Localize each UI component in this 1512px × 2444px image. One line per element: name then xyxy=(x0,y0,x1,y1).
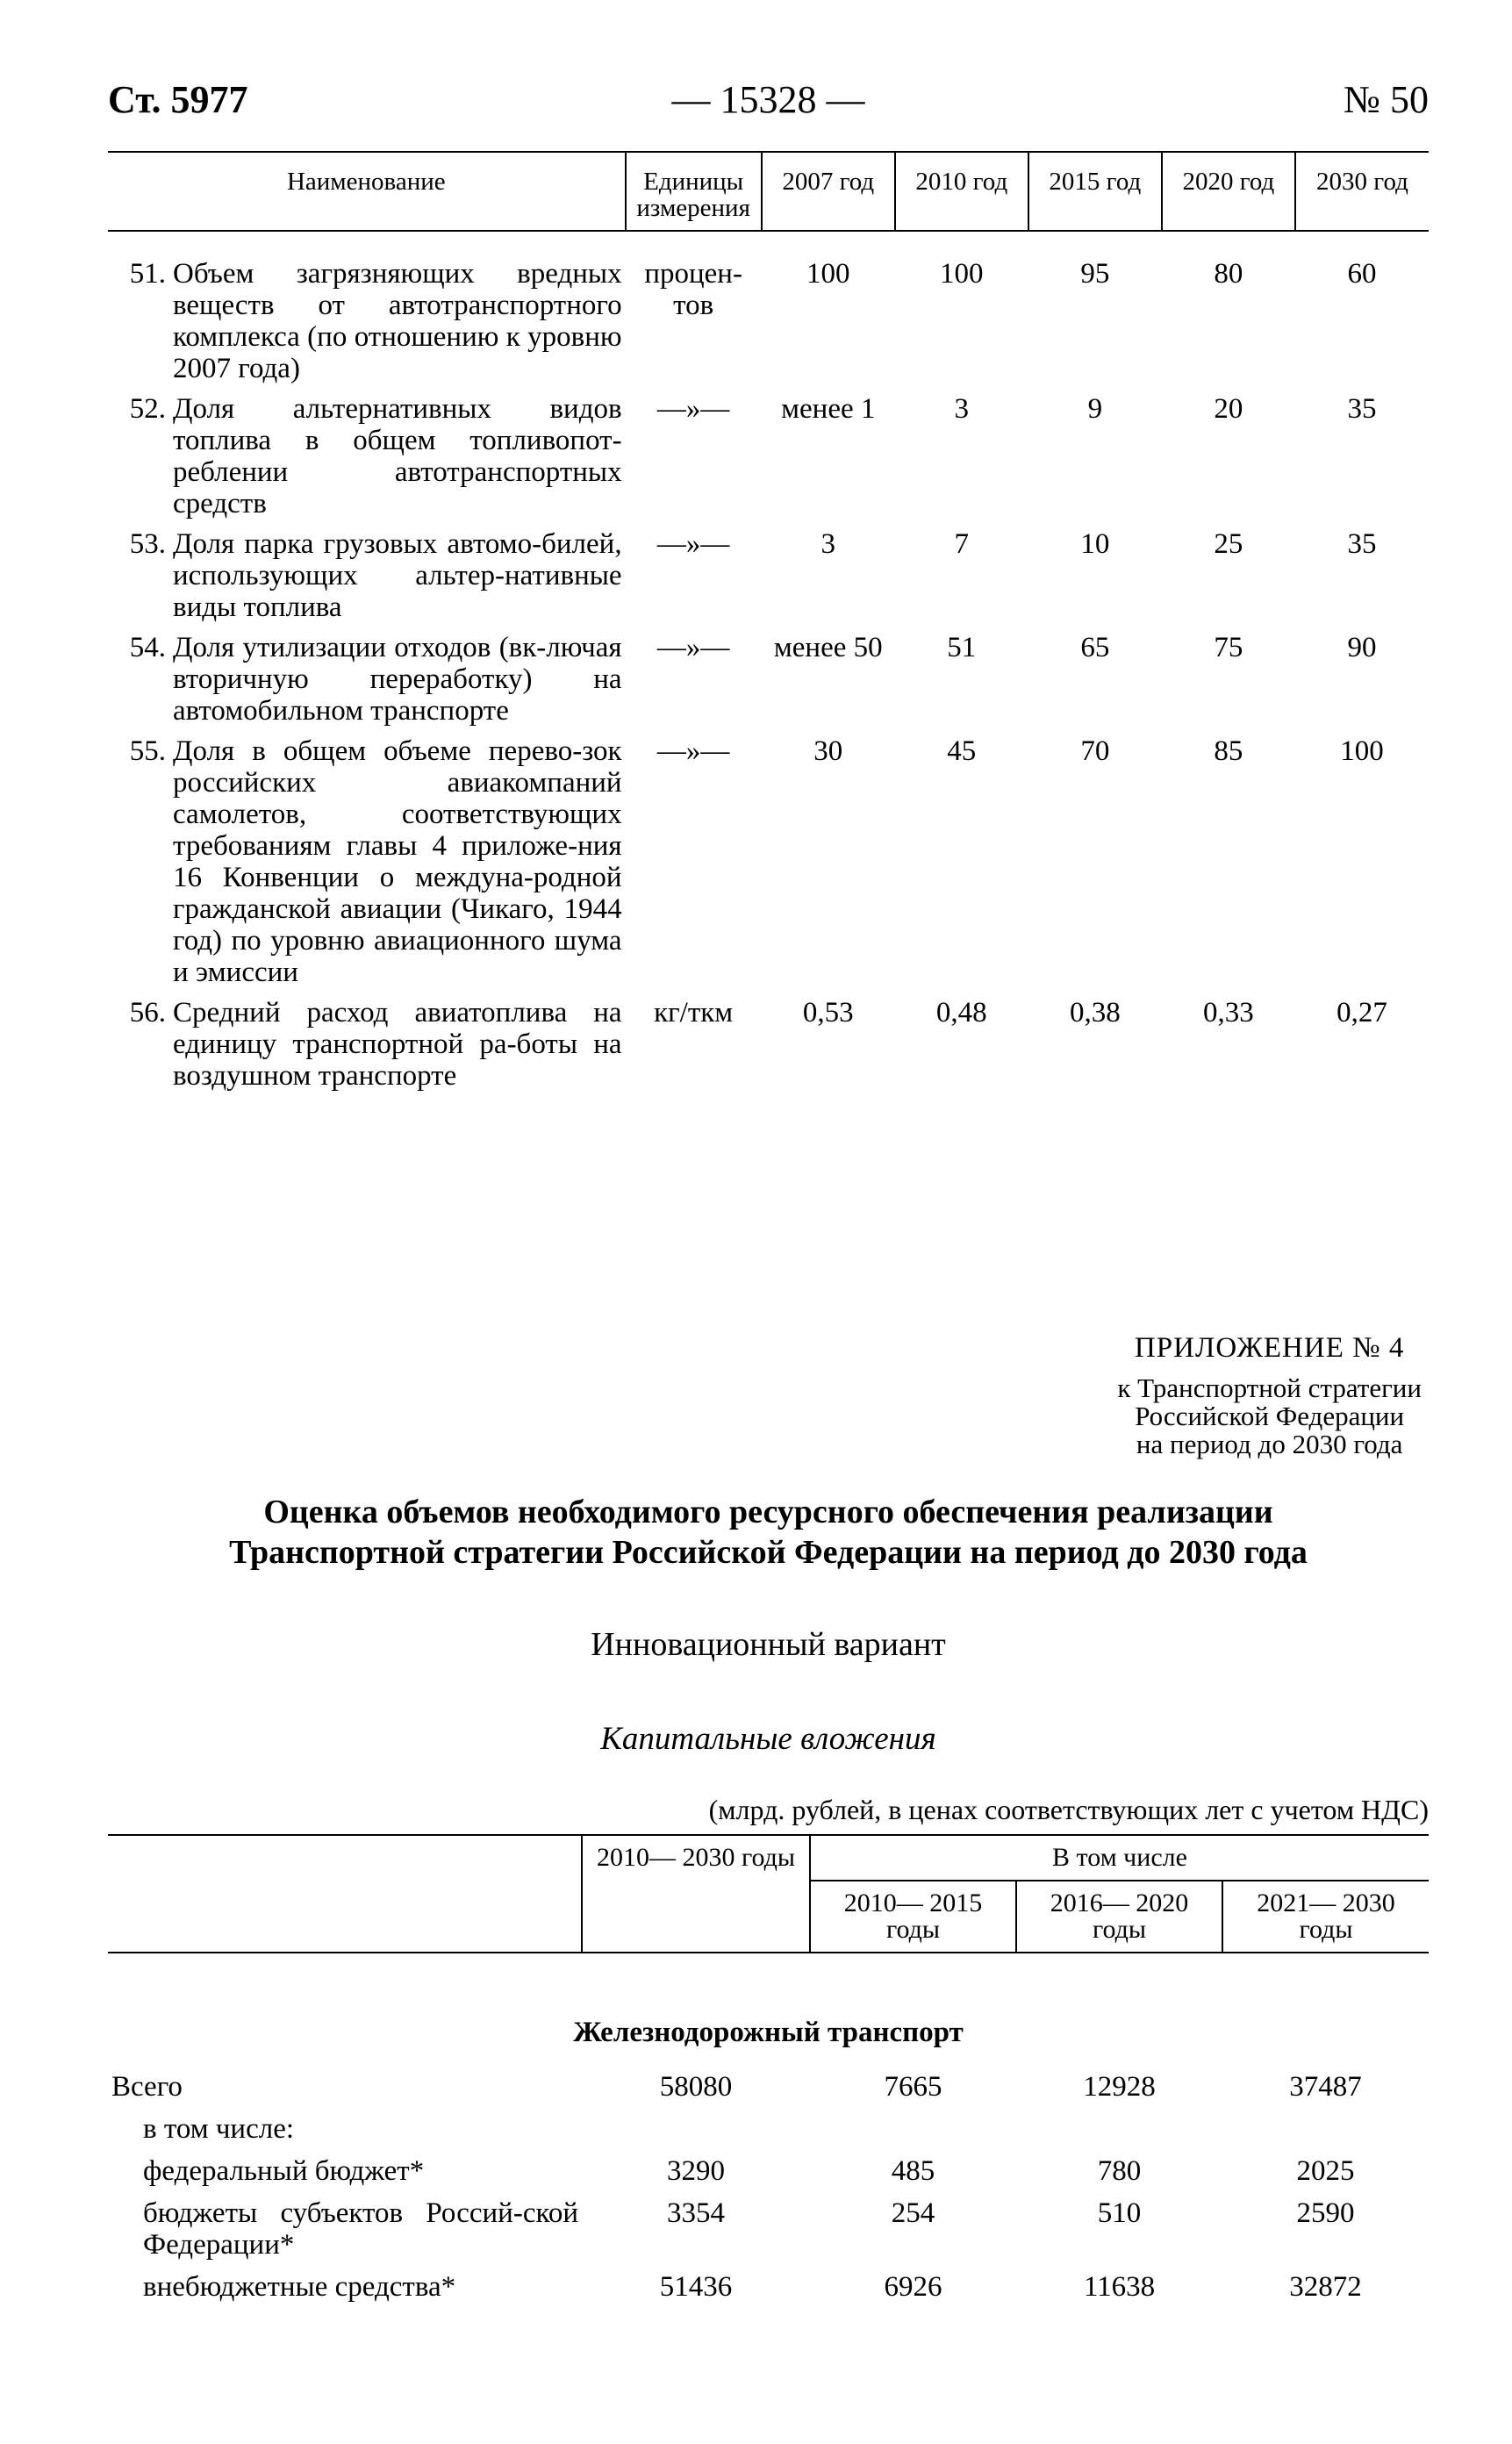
cell-total: 3290 xyxy=(667,2155,725,2187)
appendix-line: к Транспортной стратегии xyxy=(1117,1373,1422,1403)
col-header-including: В том числе xyxy=(810,1835,1429,1881)
cell-2010: 0,48 xyxy=(935,997,987,1028)
cell-2015: 0,38 xyxy=(1069,997,1121,1028)
cell-2007: 0,53 xyxy=(802,997,854,1028)
investment-table-header xyxy=(108,1834,1429,1953)
cell-2020: 20 xyxy=(1214,393,1243,425)
col-header-name: Наименование xyxy=(108,152,626,231)
capital-heading: Капитальные вложения xyxy=(600,1721,936,1757)
row-unit: процен-тов xyxy=(644,258,742,321)
row-number: 55. xyxy=(129,735,166,767)
variant-heading: Инновационный вариант xyxy=(591,1626,946,1663)
cell-2016-2020: 780 xyxy=(1097,2155,1142,2187)
table-row xyxy=(108,393,1429,528)
col-header-unit: Единицы измерения xyxy=(626,152,762,231)
row-unit: кг/ткм xyxy=(654,997,734,1028)
row-unit: —»— xyxy=(656,632,730,663)
row-label: бюджеты субъектов Россий-ской Федерации* xyxy=(143,2197,578,2261)
row-unit: —»— xyxy=(656,393,730,425)
cell-2030: 90 xyxy=(1347,632,1377,663)
table-row xyxy=(108,2271,1429,2313)
table-row xyxy=(108,528,1429,632)
table-row xyxy=(108,231,1429,393)
appendix-title: ПРИЛОЖЕНИЕ № 4 xyxy=(1134,1332,1405,1364)
title-line: Транспортной стратегии Российской Федерации на период до 2030 года xyxy=(229,1534,1308,1571)
page-number: — 15328 — xyxy=(671,78,865,121)
cell-2015: 65 xyxy=(1080,632,1110,663)
cell-2021-2030 xyxy=(1222,2113,1429,2155)
appendix-line: Российской Федерации xyxy=(1135,1401,1405,1431)
row-number: 51. xyxy=(129,258,166,290)
col-header-2021-2030: 2021— 2030 годы xyxy=(1222,1881,1429,1953)
cell-total: 58080 xyxy=(659,2071,733,2103)
table-row xyxy=(108,735,1429,997)
table-row xyxy=(108,2113,1429,2155)
row-name: Доля парка грузовых автомо-билей, использующих альтер-нативные виды топлива xyxy=(173,528,622,623)
cell-2010-2015: 485 xyxy=(891,2155,935,2187)
cell-2010: 45 xyxy=(947,735,977,767)
cell-2021-2030: 37487 xyxy=(1289,2071,1362,2103)
cell-2020: 85 xyxy=(1214,735,1243,767)
col-header-2010-2015: 2010— 2015 годы xyxy=(810,1881,1016,1953)
cell-2021-2030: 32872 xyxy=(1289,2271,1362,2303)
cell-2020: 75 xyxy=(1214,632,1243,663)
page-header xyxy=(108,77,1429,130)
cell-2007: менее 50 xyxy=(773,632,883,663)
rail-investment-table xyxy=(108,2071,1429,2313)
row-number: 52. xyxy=(129,393,166,425)
row-name: Доля в общем объеме перево-зок российских авиакомпаний самолетов, соответствующих требованиям главы 4 приложе-ния 16 Конвенции о междуна-родной гражданской авиации (Чикаго, 1944 год) по уровню авиационного шума и эмиссии xyxy=(173,735,622,988)
cell-2021-2030: 2025 xyxy=(1296,2155,1355,2187)
cell-2010-2015: 254 xyxy=(891,2197,935,2229)
cell-2016-2020: 510 xyxy=(1097,2197,1142,2229)
cell-total: 3354 xyxy=(667,2197,725,2229)
row-number: 56. xyxy=(129,997,166,1028)
row-unit: —»— xyxy=(656,528,730,560)
table-row xyxy=(108,2071,1429,2113)
indicators-table xyxy=(108,151,1429,1100)
row-number: 54. xyxy=(129,632,166,663)
cell-total xyxy=(582,2113,810,2155)
cell-2020: 25 xyxy=(1214,528,1243,560)
cell-2007: менее 1 xyxy=(781,393,876,425)
row-label: Всего xyxy=(111,2071,183,2103)
document-title xyxy=(108,1492,1429,1573)
cell-2016-2020 xyxy=(1016,2113,1222,2155)
table-row xyxy=(108,2197,1429,2271)
cell-2015: 9 xyxy=(1087,393,1103,425)
table-row xyxy=(108,632,1429,735)
cell-2015: 10 xyxy=(1080,528,1110,560)
cell-2010: 3 xyxy=(954,393,970,425)
col-header-2020: 2020 год xyxy=(1162,152,1295,231)
row-label: федеральный бюджет* xyxy=(143,2155,425,2187)
cell-2010-2015 xyxy=(810,2113,1016,2155)
cell-2010-2015: 6926 xyxy=(884,2271,942,2303)
row-name: Объем загрязняющих вредных веществ от автотранспортного комплекса (по отношению к уровню 2007 года) xyxy=(173,258,622,384)
cell-2010: 7 xyxy=(954,528,970,560)
cell-2010-2015: 7665 xyxy=(884,2071,942,2103)
cell-2030: 60 xyxy=(1347,258,1377,290)
title-line: Оценка объемов необходимого ресурсного обеспечения реализации xyxy=(263,1494,1273,1530)
row-name: Доля утилизации отходов (вк-лючая вторичную переработку) на автомобильном транспорте xyxy=(173,632,622,727)
col-header-total: 2010— 2030 годы xyxy=(582,1835,810,1953)
article-number: Ст. 5977 xyxy=(108,78,248,121)
header-empty-cell xyxy=(108,1835,582,1953)
cell-total: 51436 xyxy=(659,2271,733,2303)
cell-2007: 30 xyxy=(813,735,843,767)
cell-2020: 80 xyxy=(1214,258,1243,290)
table-header-row xyxy=(108,152,1429,231)
cell-2016-2020: 11638 xyxy=(1083,2271,1156,2303)
cell-2030: 35 xyxy=(1347,528,1377,560)
row-label: внебюджетные средства* xyxy=(143,2271,456,2303)
cell-2015: 70 xyxy=(1080,735,1110,767)
row-unit: —»— xyxy=(656,735,730,767)
cell-2021-2030: 2590 xyxy=(1296,2197,1355,2229)
cell-2010: 51 xyxy=(947,632,977,663)
table-row xyxy=(108,2155,1429,2197)
cell-2010: 100 xyxy=(940,258,984,290)
cell-2020: 0,33 xyxy=(1203,997,1254,1028)
cell-2030: 0,27 xyxy=(1336,997,1387,1028)
appendix-block xyxy=(1117,1334,1422,1459)
cell-2030: 35 xyxy=(1347,393,1377,425)
col-header-2007: 2007 год xyxy=(762,152,895,231)
col-header-2015: 2015 год xyxy=(1028,152,1162,231)
col-header-2030: 2030 год xyxy=(1295,152,1429,231)
table-row xyxy=(108,997,1429,1100)
cell-2015: 95 xyxy=(1080,258,1110,290)
row-name: Средний расход авиатоплива на единицу транспортной ра-боты на воздушном транспорте xyxy=(173,997,622,1092)
section-title: Железнодорожный транспорт xyxy=(573,2017,964,2048)
units-note: (млрд. рублей, в ценах соответствующих лет с учетом НДС) xyxy=(708,1794,1429,1825)
cell-2016-2020: 12928 xyxy=(1083,2071,1156,2103)
cell-2030: 100 xyxy=(1340,735,1384,767)
issue-number: № 50 xyxy=(1344,78,1429,121)
col-header-2010: 2010 год xyxy=(895,152,1028,231)
row-label: в том числе: xyxy=(143,2113,295,2145)
appendix-line: на период до 2030 года xyxy=(1136,1429,1403,1459)
col-header-2016-2020: 2016— 2020 годы xyxy=(1016,1881,1222,1953)
row-number: 53. xyxy=(129,528,166,560)
row-name: Доля альтернативных видов топлива в общем топливопот-реблении автотранспортных средств xyxy=(173,393,622,520)
cell-2007: 100 xyxy=(806,258,850,290)
cell-2007: 3 xyxy=(820,528,835,560)
